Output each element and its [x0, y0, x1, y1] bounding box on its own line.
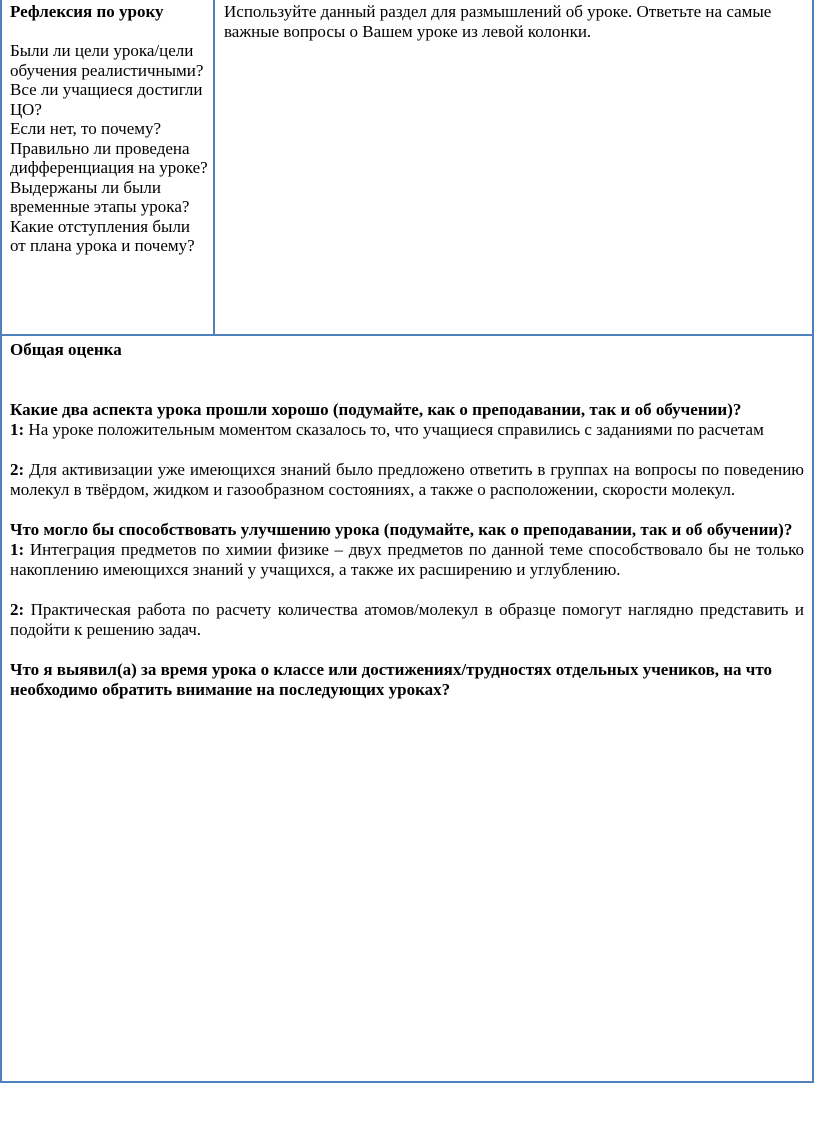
reflection-title: Рефлексия по уроку	[10, 2, 164, 21]
reflection-instruction: Используйте данный раздел для размышлений об уроке. Ответьте на самые важные вопросы о Вашем уроке из левой колонки.	[224, 2, 772, 41]
reflection-question: Все ли учащиеся достигли ЦО?	[10, 80, 203, 119]
reflection-question: Правильно ли проведена дифференциация на уроке?	[10, 138, 208, 177]
answer-item	[10, 420, 804, 440]
reflection-question: Выдержаны ли были временные этапы урока?	[10, 177, 190, 216]
question-went-well: Какие два аспекта урока прошли хорошо (подумайте, как о преподавании, так и об обучении)?	[10, 400, 742, 419]
answer-item	[10, 600, 804, 640]
assessment-cell	[2, 336, 812, 700]
answer-item	[10, 460, 804, 500]
assessment-title: Общая оценка	[10, 340, 122, 359]
reflection-questions-cell	[2, 0, 215, 334]
answer-text: Практическая работа по расчету количества атомов/молекул в образце помогут наглядно представить и подойти к решению задач.	[10, 600, 804, 639]
answer-item	[10, 540, 804, 580]
reflection-instruction-cell	[215, 0, 812, 336]
answer-number: 1:	[10, 420, 25, 439]
question-improve: Что могло бы способствовать улучшению урока (подумайте, как о преподавании, так и об обучении)?	[10, 520, 793, 539]
question-observations: Что я выявил(а) за время урока о классе или достижениях/трудностях отдельных учеников, на что необходимо обратить внимание на последующих уроках?	[10, 660, 773, 699]
answer-number: 2:	[10, 460, 25, 479]
answer-text: Интеграция предметов по химии физике – двух предметов по данной теме способствовало бы не только накоплению имеющихся знаний у учащихся, а также их расширению и углублению.	[10, 540, 804, 579]
answer-text: Для активизации уже имеющихся знаний было предложено ответить в группах на вопросы по поведению молекул в твёрдом, жидком и газообразном состояниях, а также о расположении, скорости молекул.	[10, 460, 804, 499]
reflection-question: Какие отступления были от плана урока и почему?	[10, 216, 195, 255]
answer-number: 1:	[10, 540, 25, 559]
reflection-question: Если нет, то почему?	[10, 119, 162, 138]
reflection-question: Были ли цели урока/цели обучения реалистичными?	[10, 41, 204, 80]
answer-number: 2:	[10, 600, 25, 619]
reflection-row	[2, 0, 812, 336]
answer-text: На уроке положительным моментом сказалось то, что учащиеся справились с заданиями по расчетам	[24, 420, 764, 439]
